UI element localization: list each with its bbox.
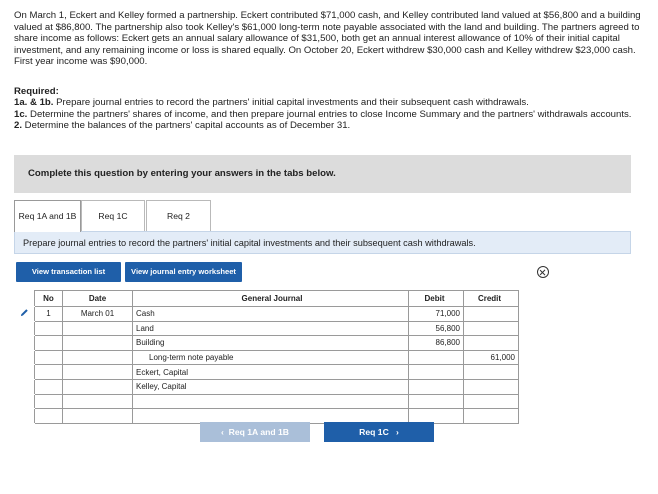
row-no: 1: [35, 307, 63, 322]
view-journal-entry-worksheet-button[interactable]: View journal entry worksheet: [125, 262, 242, 282]
row-date: [63, 365, 133, 380]
prev-tab-label: Req 1A and 1B: [228, 427, 289, 437]
row-debit: 56,800: [409, 321, 464, 336]
table-header-row: [20, 291, 519, 307]
required-item-label: 1c.: [14, 108, 28, 120]
required-heading: Required:: [14, 86, 59, 97]
required-item-label: 1a. & 1b.: [14, 97, 54, 108]
row-credit: [464, 307, 519, 322]
row-no: [35, 409, 63, 424]
required-list: [14, 97, 646, 132]
column-header-no: No: [35, 291, 63, 307]
column-header-date: Date: [63, 291, 133, 307]
row-date: [63, 379, 133, 394]
chevron-left-icon: ‹: [221, 427, 229, 437]
required-item-text: Determine the balances of the partners' capital accounts as of December 31.: [22, 120, 351, 132]
column-header-credit: Credit: [464, 291, 519, 307]
row-no: [35, 379, 63, 394]
problem-statement: On March 1, Eckert and Kelley formed a partnership. Eckert contributed $71,000 cash, and Kelley contributed land valued at $56,800 and a building valued at $86,800. The partnership also took Kelley's $61,000 long-term note payable associated with the land and building. The partners agreed to share income as follows: Eckert gets an annual salary allowance of $31,500, both get an annual interest allowance of 10% of their initial capital investment, and any remaining income or loss is shared equally. On October 20, Eckert withdrew $30,000 cash and Kelley withdrew $23,000 cash. First year income was $90,000.: [14, 10, 641, 68]
row-no: [35, 350, 63, 365]
table-row: [20, 321, 519, 336]
row-credit: [464, 321, 519, 336]
table-row: [20, 350, 519, 365]
close-icon[interactable]: [537, 266, 549, 278]
column-header-debit: Debit: [409, 291, 464, 307]
column-header-general-journal: General Journal: [133, 291, 409, 307]
required-item-text: Prepare journal entries to record the partners' initial capital investments and their subsequent cash withdrawals.: [53, 97, 529, 108]
row-account: [133, 350, 409, 365]
row-debit: 86,800: [409, 336, 464, 351]
row-account: Kelley, Capital: [133, 379, 409, 394]
edit-cell: [20, 379, 35, 394]
edit-cell: [20, 336, 35, 351]
row-account: [133, 394, 409, 409]
required-item-label: 2.: [14, 120, 23, 132]
row-date: [63, 350, 133, 365]
tab-instruction: Prepare journal entries to record the partners' initial capital investments and their subsequent cash withdrawals.: [14, 231, 631, 254]
row-debit: 71,000: [409, 307, 464, 322]
row-date: [63, 321, 133, 336]
table-row: [20, 307, 519, 322]
row-credit: [464, 336, 519, 351]
edit-column-header: [20, 291, 35, 307]
table-row: [20, 379, 519, 394]
table-row: [20, 394, 519, 409]
row-credit: [464, 409, 519, 424]
prev-tab-button[interactable]: [200, 422, 310, 442]
row-account: Eckert, Capital: [133, 365, 409, 380]
edit-cell: [20, 394, 35, 409]
row-account: Cash: [133, 307, 409, 322]
row-debit: [409, 350, 464, 365]
required-item: [14, 120, 646, 132]
row-credit: [464, 365, 519, 380]
edit-cell: [20, 365, 35, 380]
row-credit: [464, 379, 519, 394]
row-debit: [409, 394, 464, 409]
table-row: [20, 336, 519, 351]
chevron-right-icon: ›: [388, 427, 399, 437]
tab-req-1c[interactable]: Req 1C: [81, 200, 145, 231]
journal-table: [19, 290, 519, 424]
row-no: [35, 394, 63, 409]
row-account: Building: [133, 336, 409, 351]
required-item-text: Determine the partners' shares of income, and then prepare journal entries to close Income Summary and the partners' withdrawals accounts.: [27, 108, 632, 120]
pencil-icon[interactable]: [20, 308, 29, 317]
next-tab-label: Req 1C: [359, 427, 389, 437]
row-date: [63, 394, 133, 409]
edit-cell: [20, 350, 35, 365]
row-date: [63, 336, 133, 351]
row-account-text: Long-term note payable: [149, 353, 234, 363]
row-debit: [409, 379, 464, 394]
row-credit: [464, 394, 519, 409]
tab-req-2[interactable]: Req 2: [146, 200, 211, 231]
row-debit: [409, 365, 464, 380]
row-account: Land: [133, 321, 409, 336]
row-date: [63, 409, 133, 424]
table-row: [20, 365, 519, 380]
row-credit: 61,000: [464, 350, 519, 365]
required-item: [14, 97, 646, 109]
row-no: [35, 365, 63, 380]
next-tab-button[interactable]: [324, 422, 434, 442]
view-transaction-list-button[interactable]: View transaction list: [16, 262, 121, 282]
tab-req-1a-1b[interactable]: Req 1A and 1B: [14, 200, 81, 232]
required-item: [14, 109, 646, 121]
row-date: March 01: [63, 307, 133, 322]
row-no: [35, 321, 63, 336]
edit-cell: [20, 409, 35, 424]
row-no: [35, 336, 63, 351]
banner-text: Complete this question by entering your answers in the tabs below.: [28, 168, 336, 179]
edit-cell: [20, 321, 35, 336]
edit-cell[interactable]: [20, 307, 35, 322]
instructions-banner: [14, 155, 631, 193]
